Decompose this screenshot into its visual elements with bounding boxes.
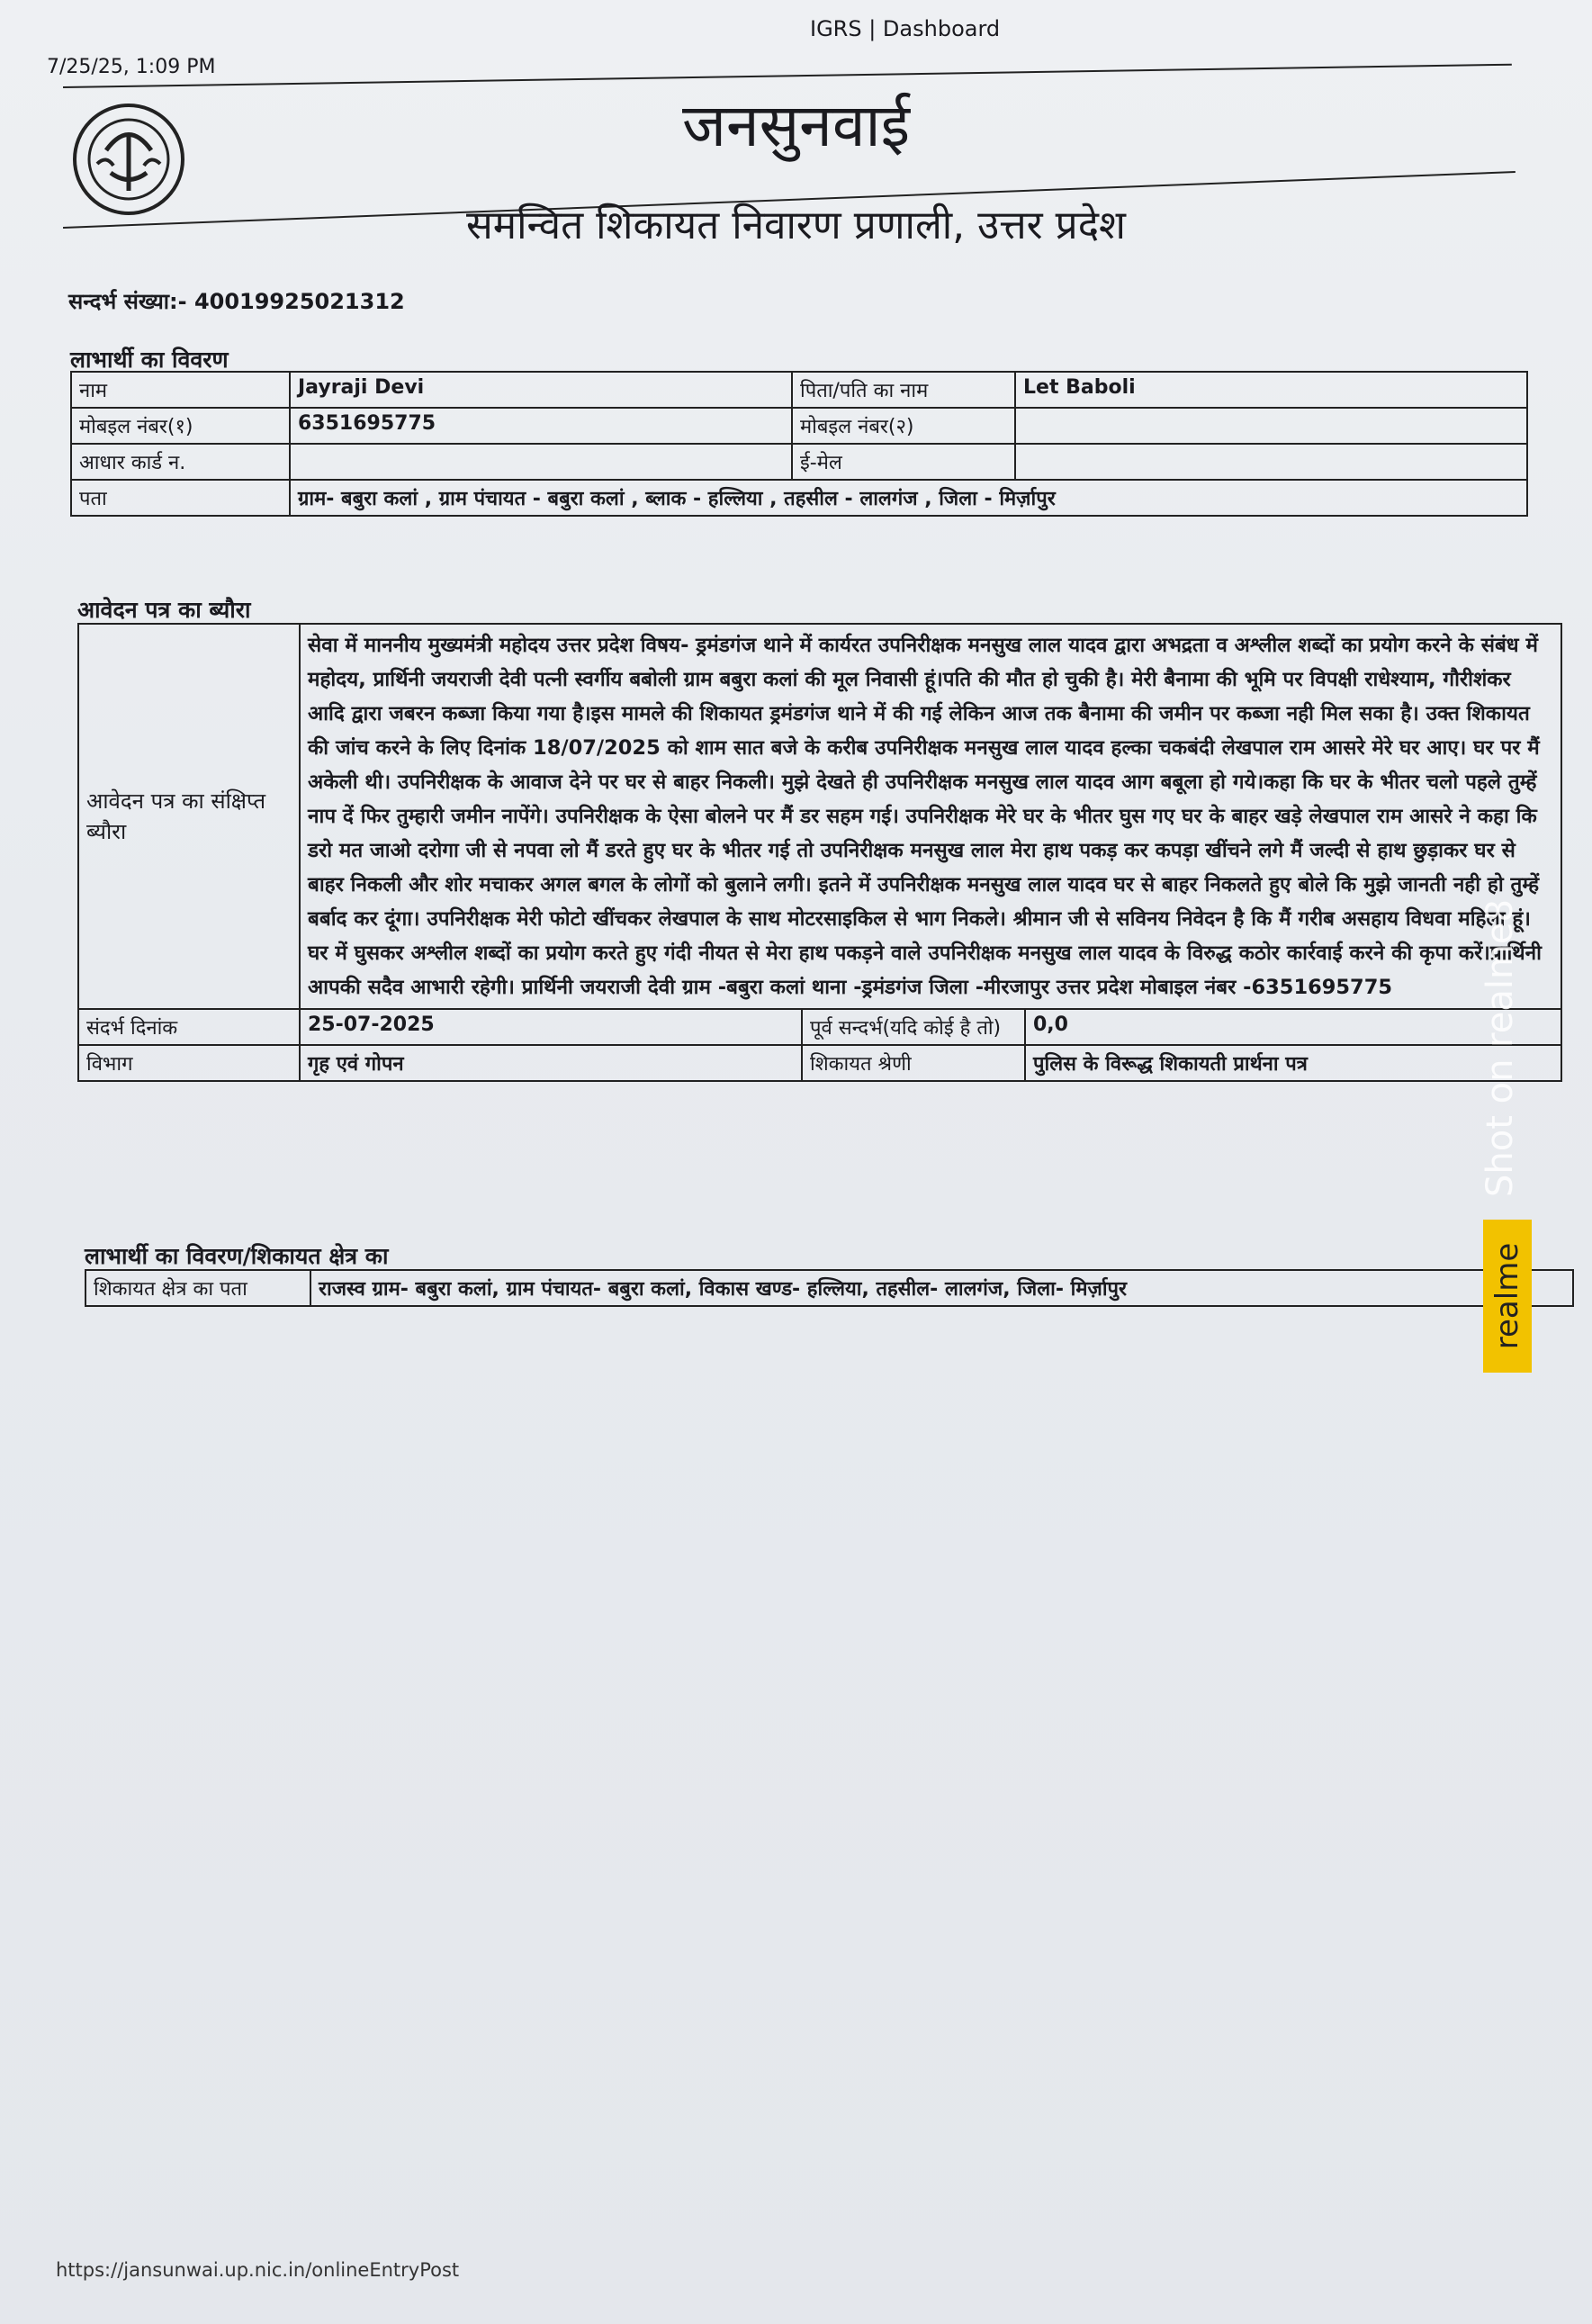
aadhar-label: आधार कार्ड न. xyxy=(71,444,290,480)
mobile2-value xyxy=(1015,408,1527,444)
realme-watermark: realme xyxy=(1483,1220,1532,1373)
dept-value: गृह एवं गोपन xyxy=(300,1045,802,1081)
email-label: ई-मेल xyxy=(792,444,1015,480)
summary-label: आवेदन पत्र का संक्षिप्त ब्यौरा xyxy=(78,624,300,1009)
reference-value: 40019925021312 xyxy=(193,289,405,314)
mobile1-value: 6351695775 xyxy=(290,408,792,444)
complaint-area-section-title: लाभार्थी का विवरण/शिकायत क्षेत्र का xyxy=(85,1243,389,1269)
father-value: Let Baboli xyxy=(1015,372,1527,408)
complaint-area-table xyxy=(85,1269,1574,1307)
address-label: पता xyxy=(71,480,290,516)
aadhar-value xyxy=(290,444,792,480)
father-label: पिता/पति का नाम xyxy=(792,372,1015,408)
category-value: पुलिस के विरूद्ध शिकायती प्रार्थना पत्र xyxy=(1025,1045,1561,1081)
beneficiary-table xyxy=(70,371,1528,517)
date-value: 25-07-2025 xyxy=(300,1009,802,1045)
reference-number xyxy=(68,286,405,316)
page-title: जनसुनवाई xyxy=(681,91,911,160)
site-title: IGRS | Dashboard xyxy=(810,16,1001,41)
address-value: ग्राम- बबुरा कलां , ग्राम पंचायत - बबुरा कलां , ब्लाक - हल्लिया , तहसील - लालगंज , जिला - मिर्ज़ापुर xyxy=(290,480,1527,516)
reference-label: सन्दर्भ संख्या:- xyxy=(68,289,187,314)
summary-text: सेवा में माननीय मुख्यमंत्री महोदय उत्तर प्रदेश विषय- ड्रमंडगंज थाने में कार्यरत उपनिरीक्षक मनसुख लाल यादव द्वारा अभद्रता व अश्लील शब्दों का प्रयोग करने के संबंध में महोदय, प्रार्थिनी जयराजी देवी पत्नी स्वर्गीय बबोली ग्राम बबुरा कलां की मूल निवासी हूं।पति की मौत हो चुकी है। मेरी बैनामा की भूमि पर विपक्षी राधेश्याम, गौरीशंकर आदि द्वारा जबरन कब्जा किया गया है।इस मामले की शिकायत ड्रमंडगंज थाने में की गई लेकिन आज तक बैनामा की जमीन पर कब्जा नही मिल सका है। उक्त शिकायत की जांच करने के लिए दिनांक 18/07/2025 को शाम सात बजे के करीब उपनिरीक्षक मनसुख लाल यादव हल्का चकबंदी लेखपाल राम आसरे मेरे घर आए। घर पर मैं अकेली थी। उपनिरीक्षक के आवाज देने पर घर से बाहर निकली। मुझे देखते ही उपनिरीक्षक मनसुख लाल यादव आग बबूला हो गये।कहा कि घर के भीतर चलो पहले तुम्हें नाप दें फिर तुम्हारी जमीन नापेंगे। उपनिरीक्षक के ऐसा बोलने पर मैं डर सहम गई। उपनिरीक्षक मेरे घर के भीतर घुस गए घर के बाहर खड़े लेखपाल राम आसरे ने कहा कि डरो मत जाओ दरोगा जी से नपवा लो मैं डरते हुए घर के भीतर गई तो उपनिरीक्षक मनसुख लाल मेरा हाथ पकड़ कर कपड़ा खींचने लगे मैं जल्दी से हाथ छुड़ाकर घर से बाहर निकली और शोर मचाकर अगल बगल के लोगों को बुलाने लगी। इतने में उपनिरीक्षक मनसुख लाल यादव घर से बाहर निकलते हुए बोले कि मुझे जानती नही हो तुम्हें बर्बाद कर दूंगा। उपनिरीक्षक मेरी फोटो खींचकर लेखपाल के साथ मोटरसाइकिल से भाग निकले। श्रीमान जी से सविनय निवेदन है कि मैं गरीब असहाय विधवा महिला हूं। घर में घुसकर अश्लील शब्दों का प्रयोग करते हुए गंदी नीयत से मेरा हाथ पकड़ने वाले उपनिरीक्षक मनसुख लाल यादव के विरुद्ध कठोर कार्रवाई करने की कृपा करें।प्रार्थिनी आपकी सदैव आभारी रहेगी। प्रार्थिनी जयराजी देवी ग्राम -बबुरा कलां थाना -ड्रमंडगंज जिला -मीरजापुर उत्तर प्रदेश मोबाइल नंबर -6351695775 xyxy=(300,624,1561,1009)
name-label: नाम xyxy=(71,372,290,408)
date-label: संदर्भ दिनांक xyxy=(78,1009,300,1045)
complaint-address-label: शिकायत क्षेत्र का पता xyxy=(85,1270,310,1306)
prev-ref-label: पूर्व सन्दर्भ(यदि कोई है तो) xyxy=(802,1009,1025,1045)
name-value: Jayraji Devi xyxy=(290,372,792,408)
document-page: 7/25/25, 1:09 PM IGRS | Dashboard जनसुनवाई समन्वित शिकायत निवारण प्रणाली, उत्तर प्रदेश सन्दर्भ संख्या:- 40019925021312 लाभार्थी का विवरण नाम Jayraji Devi पिता/पति का नाम Let Baboli मोबइल नंबर(१) 6351695775 मोबइल नंबर(२) आधार कार्ड न. ई-मेल पता ग्राम- बबुरा कलां , ग्राम पंचायत - बबुरा कलां , ब्लाक - हल्लिया , तहसील - लालगंज , जिला - मिर्ज़ापुर आवेदन पत्र का ब्यौरा आवेदन पत्र का संक्षिप्त ब्यौरा सेवा में माननीय मुख्यमंत्री महोदय उत्तर प्रदेश विषय- ड्रमंडगंज थाने में कार्यरत उपनिरीक्षक मनसुख लाल यादव द्वारा अभद्रता व अश्लील शब्दों का प्रयोग करने के संबंध में महोदय, प्रार्थिनी जयराजी देवी पत्नी स्वर्गीय बबोली ग्राम बबुरा कलां की मूल निवासी हूं।पति की मौत हो चुकी है। मेरी बैनामा की भूमि पर विपक्षी राधेश्याम, गौरीशंकर आदि द्वारा जबरन कब्जा किया गया है।इस मामले की शिकायत ड्रमंडगंज थाने में की गई लेकिन आज तक बैनामा की जमीन पर कब्जा नही मिल सका है। उक्त शिकायत की जांच करने के लिए दिनांक 18/07/2025 को शाम सात बजे के करीब उपनिरीक्षक मनसुख लाल यादव हल्का चकबंदी लेखपाल राम आसरे मेरे घर आए। घर पर मैं अकेली थी। उपनिरीक्षक के आवाज देने पर घर से बाहर निकली। मुझे देखते ही उपनिरीक्षक मनसुख लाल यादव आग बबूला हो गये।कहा कि घर के भीतर चलो पहले तुम्हें नाप दें फिर तुम्हारी जमीन नापेंगे। उपनिरीक्षक के ऐसा बोलने पर मैं डर सहम गई। उपनिरीक्षक मेरे घर के भीतर घुस गए घर के बाहर खड़े लेखपाल राम आसरे ने कहा कि डरो मत जाओ दरोगा जी से नपवा लो मैं डरते हुए घर के भीतर गई तो उपनिरीक्षक मनसुख लाल मेरा हाथ पकड़ कर कपड़ा खींचने लगे मैं जल्दी से हाथ छुड़ाकर घर से बाहर निकली और शोर मचाकर अगल बगल के लोगों को बुलाने लगी। इतने में उपनिरीक्षक मनसुख लाल यादव घर से बाहर निकलते हुए बोले कि मुझे जानती नही हो तुम्हें बर्बाद कर दूंगा। उपनिरीक्षक मेरी फोटो खींचकर लेखपाल के साथ मोटरसाइकिल से भाग निकले। श्रीमान जी से सविनय निवेदन है कि मैं गरीब असहाय विधवा महिला हूं। घर में घुसकर अश्लील शब्दों का प्रयोग करते हुए गंदी नीयत से मेरा हाथ पकड़ने वाले उपनिरीक्षक मनसुख लाल यादव के विरुद्ध कठोर कार्रवाई करने की कृपा करें।प्रार्थिनी आपकी सदैव आभारी रहेगी। प्रार्थिनी जयराजी देवी ग्राम -बबुरा कलां थाना -ड्रमंडगंज जिला -मीरजापुर उत्तर प्रदेश मोबाइल नंबर -6351695775 संदर्भ दिनांक 25-07-2025 पूर्व सन्दर्भ(यदि कोई है तो) 0,0 विभाग गृह एवं गोपन शिकायत श्रेणी पुलिस के विरूद्ध शिकायती प्रार्थना पत्र लाभार्थी का विवरण/शिकायत क्षेत्र का शिकायत क्षेत्र का पता राजस्व ग्राम- बबुरा कलां, ग्राम पंचायत- बबुरा कलां, विकास खण्ड- हल्लिया, तहसील- लालगंज, जिला- मिर्ज़ापुर https://jansunwai.up.nic.in/onlineEntryPost Shot on realme8 realme xyxy=(0,0,1592,2324)
application-table xyxy=(77,623,1562,1082)
beneficiary-section-title: लाभार्थी का विवरण xyxy=(70,347,229,373)
category-label: शिकायत श्रेणी xyxy=(802,1045,1025,1081)
footer-url: https://jansunwai.up.nic.in/onlineEntryPost xyxy=(56,2259,460,2281)
dept-label: विभाग xyxy=(78,1045,300,1081)
mobile1-label: मोबइल नंबर(१) xyxy=(71,408,290,444)
email-value xyxy=(1015,444,1527,480)
application-section-title: आवेदन पत्र का ब्यौरा xyxy=(77,597,251,623)
prev-ref-value: 0,0 xyxy=(1025,1009,1561,1045)
page-subtitle: समन्वित शिकायत निवारण प्रणाली, उत्तर प्रदेश xyxy=(466,203,1126,248)
print-timestamp: 7/25/25, 1:09 PM xyxy=(47,56,216,78)
mobile2-label: मोबइल नंबर(२) xyxy=(792,408,1015,444)
complaint-address-value: राजस्व ग्राम- बबुरा कलां, ग्राम पंचायत- बबुरा कलां, विकास खण्ड- हल्लिया, तहसील- लालगंज, जिला- मिर्ज़ापुर xyxy=(310,1270,1573,1306)
